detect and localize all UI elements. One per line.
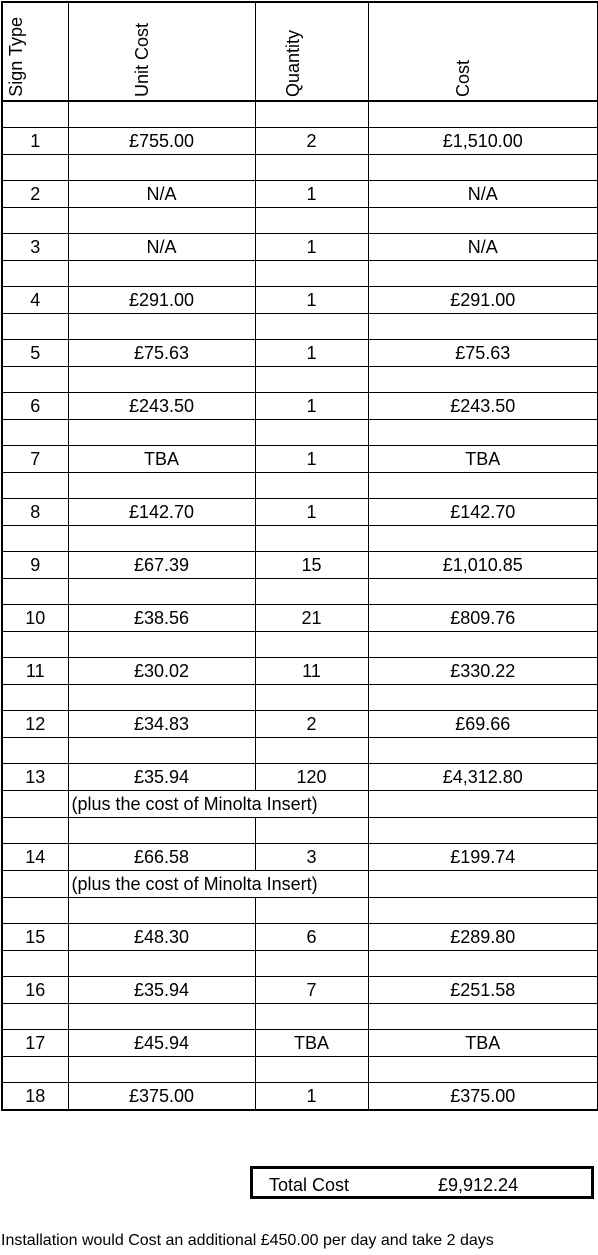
cell-cost: N/A: [368, 234, 598, 261]
empty-cell: [255, 1004, 368, 1030]
empty-cell: [2, 818, 68, 844]
total-cost-label: Total Cost: [269, 1175, 350, 1195]
cell-sign-type: 17: [2, 1030, 68, 1057]
empty-cell: [68, 951, 255, 977]
cell-sign-type: 10: [2, 605, 68, 632]
cell-quantity: 1: [255, 340, 368, 367]
cell-quantity: 21: [255, 605, 368, 632]
empty-cell: [68, 632, 255, 658]
header-quantity: Quantity: [255, 2, 368, 101]
empty-cell: [368, 526, 598, 552]
spacer-row: [2, 208, 598, 234]
empty-cell: [255, 632, 368, 658]
empty-cell: [2, 314, 68, 340]
cell-quantity: 1: [255, 234, 368, 261]
cell-cost: £289.80: [368, 924, 598, 951]
table-row: [2, 605, 598, 632]
cell-cost: £142.70: [368, 499, 598, 526]
cell-cost: £4,312.80: [368, 764, 598, 791]
table-row: [2, 499, 598, 526]
empty-cell: [255, 579, 368, 605]
spacer-row: [2, 738, 598, 764]
spacer-row: [2, 526, 598, 552]
cell-cost: £809.76: [368, 605, 598, 632]
empty-cell: [2, 951, 68, 977]
empty-cell: [2, 632, 68, 658]
empty-cell: [2, 685, 68, 711]
cell-cost: £251.58: [368, 977, 598, 1004]
cell-cost: £75.63: [368, 340, 598, 367]
cell-quantity: 1: [255, 181, 368, 208]
empty-cell: [68, 101, 255, 128]
cell-unit-cost: £67.39: [68, 552, 255, 579]
table-row: [2, 446, 598, 473]
minolta-insert-note: (plus the cost of Minolta Insert): [71, 874, 318, 894]
empty-cell: [2, 738, 68, 764]
header-sign-type: Sign Type: [2, 2, 68, 101]
cell-quantity: 2: [255, 128, 368, 155]
table-row: [2, 1030, 598, 1057]
cell-cost: TBA: [368, 446, 598, 473]
cell-unit-cost: TBA: [68, 446, 255, 473]
cell-sign-type: 2: [2, 181, 68, 208]
cell-unit-cost: £243.50: [68, 393, 255, 420]
installation-note: Installation would Cost an additional £450.00 per day and take 2 days: [1, 1232, 494, 1249]
table-row: [2, 128, 598, 155]
empty-cell: [255, 1057, 368, 1083]
cell-quantity: 6: [255, 924, 368, 951]
cell-quantity: 1: [255, 499, 368, 526]
empty-cell: [368, 261, 598, 287]
empty-cell: [255, 473, 368, 499]
cell-sign-type: 3: [2, 234, 68, 261]
cell-cost: £375.00: [368, 1083, 598, 1111]
empty-cell: [255, 155, 368, 181]
note-cell: [68, 791, 368, 818]
cell-sign-type: 14: [2, 844, 68, 871]
empty-cell: [255, 367, 368, 393]
table-row: [2, 764, 598, 791]
empty-cell: [68, 155, 255, 181]
cell-sign-type: 16: [2, 977, 68, 1004]
cell-sign-type: 6: [2, 393, 68, 420]
empty-cell: [2, 208, 68, 234]
total-cost-box: [250, 1166, 594, 1199]
table-row: [2, 393, 598, 420]
spacer-row: [2, 314, 598, 340]
cell-unit-cost: £75.63: [68, 340, 255, 367]
cell-unit-cost: £375.00: [68, 1083, 255, 1111]
cell-sign-type: 13: [2, 764, 68, 791]
spacer-row: [2, 261, 598, 287]
cell-quantity: 1: [255, 446, 368, 473]
cell-cost: £291.00: [368, 287, 598, 314]
empty-cell: [2, 420, 68, 446]
table-row: [2, 181, 598, 208]
cell-sign-type: 9: [2, 552, 68, 579]
spacer-row: [2, 951, 598, 977]
empty-cell: [368, 101, 598, 128]
spacer-row: [2, 420, 598, 446]
table-row: [2, 287, 598, 314]
cell-quantity: TBA: [255, 1030, 368, 1057]
spacer-row: [2, 367, 598, 393]
empty-cell: [368, 208, 598, 234]
empty-cell: [68, 738, 255, 764]
empty-cell: [255, 261, 368, 287]
cell-cost: N/A: [368, 181, 598, 208]
empty-cell: [2, 367, 68, 393]
spacer-row: [2, 579, 598, 605]
table-row: [2, 1083, 598, 1111]
empty-cell: [368, 951, 598, 977]
cell-sign-type: 5: [2, 340, 68, 367]
spacer-row: [2, 473, 598, 499]
empty-cell: [68, 685, 255, 711]
empty-cell: [368, 632, 598, 658]
empty-cell: [68, 420, 255, 446]
cell-sign-type: 18: [2, 1083, 68, 1111]
cell-cost: £199.74: [368, 844, 598, 871]
empty-cell: [2, 473, 68, 499]
spacer-row: [2, 1057, 598, 1083]
empty-cell: [68, 473, 255, 499]
cell-quantity: 1: [255, 393, 368, 420]
cell-sign-type: 12: [2, 711, 68, 738]
empty-cell: [255, 818, 368, 844]
cell-unit-cost: N/A: [68, 234, 255, 261]
empty-cell: [68, 1057, 255, 1083]
cell-unit-cost: £30.02: [68, 658, 255, 685]
spacer-row: [2, 155, 598, 181]
cell-quantity: 11: [255, 658, 368, 685]
table-row: [2, 711, 598, 738]
header-row: [2, 2, 598, 101]
empty-cell: [2, 871, 68, 898]
empty-cell: [68, 1004, 255, 1030]
cell-sign-type: 7: [2, 446, 68, 473]
total-cost-value: £9,912.24: [438, 1175, 519, 1195]
empty-cell: [368, 420, 598, 446]
empty-cell: [255, 101, 368, 128]
cell-quantity: 3: [255, 844, 368, 871]
empty-cell: [2, 1004, 68, 1030]
cell-sign-type: 15: [2, 924, 68, 951]
empty-cell: [368, 1004, 598, 1030]
spacer-row: [2, 632, 598, 658]
empty-cell: [68, 898, 255, 924]
cell-sign-type: 1: [2, 128, 68, 155]
header-cost: Cost: [368, 2, 598, 101]
note-row: [2, 791, 598, 818]
cell-cost: TBA: [368, 1030, 598, 1057]
table-row: [2, 658, 598, 685]
cell-unit-cost: £142.70: [68, 499, 255, 526]
cell-cost: £1,510.00: [368, 128, 598, 155]
table-row: [2, 977, 598, 1004]
empty-cell: [68, 208, 255, 234]
empty-cell: [2, 1057, 68, 1083]
empty-cell: [368, 155, 598, 181]
empty-cell: [255, 526, 368, 552]
empty-cell: [368, 898, 598, 924]
spacer-row: [2, 1004, 598, 1030]
cell-cost: £69.66: [368, 711, 598, 738]
empty-cell: [368, 738, 598, 764]
empty-cell: [368, 473, 598, 499]
cell-cost: £243.50: [368, 393, 598, 420]
empty-cell: [368, 871, 598, 898]
cell-quantity: 2: [255, 711, 368, 738]
empty-cell: [368, 818, 598, 844]
empty-cell: [68, 367, 255, 393]
empty-cell: [368, 685, 598, 711]
empty-cell: [368, 791, 598, 818]
cell-unit-cost: £45.94: [68, 1030, 255, 1057]
empty-cell: [2, 261, 68, 287]
cell-unit-cost: £755.00: [68, 128, 255, 155]
note-cell: [68, 871, 368, 898]
empty-cell: [2, 526, 68, 552]
spacer-row: [2, 898, 598, 924]
empty-cell: [255, 420, 368, 446]
empty-cell: [2, 791, 68, 818]
empty-cell: [255, 738, 368, 764]
cell-unit-cost: £291.00: [68, 287, 255, 314]
cell-quantity: 1: [255, 1083, 368, 1111]
cell-sign-type: 4: [2, 287, 68, 314]
cell-sign-type: 8: [2, 499, 68, 526]
cell-unit-cost: £66.58: [68, 844, 255, 871]
spacer-row: [2, 685, 598, 711]
empty-cell: [255, 898, 368, 924]
empty-cell: [255, 208, 368, 234]
cell-sign-type: 11: [2, 658, 68, 685]
table-row: [2, 234, 598, 261]
empty-cell: [368, 579, 598, 605]
empty-cell: [68, 314, 255, 340]
empty-cell: [2, 579, 68, 605]
empty-cell: [255, 951, 368, 977]
note-row: [2, 871, 598, 898]
table-row: [2, 844, 598, 871]
cost-table: [1, 1, 598, 1111]
cell-unit-cost: £48.30: [68, 924, 255, 951]
table-row: [2, 924, 598, 951]
cell-unit-cost: N/A: [68, 181, 255, 208]
empty-cell: [68, 526, 255, 552]
cell-quantity: 15: [255, 552, 368, 579]
empty-cell: [368, 1057, 598, 1083]
cell-quantity: 7: [255, 977, 368, 1004]
empty-cell: [68, 818, 255, 844]
minolta-insert-note: (plus the cost of Minolta Insert): [71, 794, 318, 814]
spacer-row: [2, 818, 598, 844]
empty-cell: [68, 261, 255, 287]
empty-cell: [255, 685, 368, 711]
cell-unit-cost: £38.56: [68, 605, 255, 632]
table-row: [2, 340, 598, 367]
cell-quantity: 1: [255, 287, 368, 314]
cell-unit-cost: £35.94: [68, 764, 255, 791]
empty-cell: [2, 101, 68, 128]
empty-cell: [68, 579, 255, 605]
table-row: [2, 552, 598, 579]
empty-cell: [2, 898, 68, 924]
spacer-row: [2, 101, 598, 128]
header-unit-cost: Unit Cost: [68, 2, 255, 101]
cell-cost: £1,010.85: [368, 552, 598, 579]
cell-unit-cost: £35.94: [68, 977, 255, 1004]
empty-cell: [2, 155, 68, 181]
empty-cell: [368, 314, 598, 340]
empty-cell: [368, 367, 598, 393]
cell-quantity: 120: [255, 764, 368, 791]
empty-cell: [255, 314, 368, 340]
cell-cost: £330.22: [368, 658, 598, 685]
cell-unit-cost: £34.83: [68, 711, 255, 738]
